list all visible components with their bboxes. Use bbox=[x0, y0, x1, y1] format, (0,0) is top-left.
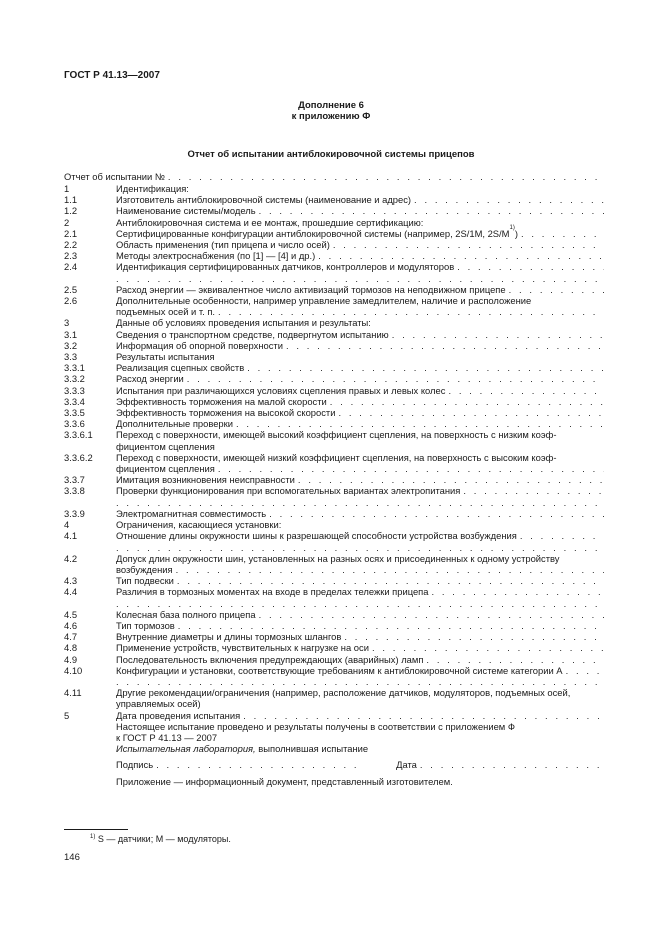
item-number: 3 bbox=[64, 317, 70, 329]
item-content bbox=[116, 485, 604, 507]
list-item bbox=[64, 474, 604, 485]
list-item bbox=[64, 183, 604, 194]
list-item bbox=[64, 485, 604, 507]
item-number: 4.4 bbox=[64, 586, 78, 598]
item-number: 2.1 bbox=[64, 227, 78, 239]
item-number: 3.2 bbox=[64, 339, 78, 351]
item-text: Методы электроснабжения (по [1] — [4] и др.) bbox=[116, 250, 316, 262]
item-number: 2 bbox=[64, 216, 70, 228]
item-text: Другие рекомендации/ограничения (например, расположение датчиков, модуляторов, подъемных осей, bbox=[116, 687, 571, 699]
item-text: Отношение длины окружности шины к разрешающей способности устройства возбуждения bbox=[116, 530, 517, 542]
dotted-continuation bbox=[116, 497, 604, 508]
item-text: Эффективность торможения на высокой скорости bbox=[116, 407, 336, 419]
dotted-leader bbox=[283, 340, 604, 351]
item-text: Область применения (тип прицепа и число осей) bbox=[116, 239, 330, 251]
item-number: 3.3 bbox=[64, 351, 78, 363]
list-item bbox=[64, 642, 604, 653]
dotted-leader bbox=[240, 710, 604, 721]
list-item bbox=[64, 317, 604, 328]
item-text: Данные об условиях проведения испытания и результаты: bbox=[116, 317, 371, 329]
item-number: 1 bbox=[64, 183, 70, 194]
item-content bbox=[116, 194, 604, 205]
item-text: Переход с поверхности, имеющей высокий коэффициент сцепления, на поверхность с низким коэф- bbox=[116, 429, 557, 441]
item-content bbox=[116, 362, 604, 373]
item-number: 4.7 bbox=[64, 631, 78, 643]
list-item bbox=[64, 508, 604, 519]
dotted-leader bbox=[389, 329, 604, 340]
item-content bbox=[116, 340, 604, 351]
item-text: Идентификация сертифицированных датчиков, контроллеров и модуляторов bbox=[116, 261, 455, 273]
dotted-leader bbox=[256, 205, 604, 216]
item-number: 1.2 bbox=[64, 205, 78, 217]
dotted-leader bbox=[315, 250, 604, 261]
item-leader-line bbox=[116, 205, 604, 216]
item-number: 4.11 bbox=[64, 687, 82, 699]
item-text-continuation: управляемых осей) bbox=[116, 698, 201, 710]
dotted-leader bbox=[341, 631, 604, 642]
dotted-leader bbox=[517, 530, 604, 541]
item-leader-line bbox=[116, 284, 604, 295]
list-item bbox=[64, 586, 604, 608]
item-leader-line bbox=[116, 224, 604, 239]
item-text: Расход энергии — эквивалентное число активизаций тормозов на неподвижном прицепе bbox=[116, 283, 506, 295]
item-content bbox=[116, 385, 604, 396]
item-leader-line bbox=[116, 620, 604, 631]
item-text: Изготовитель антиблокировочной системы (наименование и адрес) bbox=[116, 194, 412, 206]
dotted-leader bbox=[174, 575, 604, 586]
item-number: 3.3.6 bbox=[64, 418, 85, 430]
item-text-continuation: возбуждения bbox=[116, 563, 173, 575]
item-content bbox=[116, 239, 604, 250]
item-text-continuation: фициентом сцепления bbox=[116, 463, 215, 475]
item-content bbox=[116, 530, 604, 552]
item-content bbox=[116, 710, 604, 721]
item-text-continuation: подъемных осей и т. п. bbox=[116, 306, 216, 318]
list-item bbox=[64, 239, 604, 250]
item-text: Применение устройств, чувствительных к нагрузке на оси bbox=[116, 642, 369, 654]
report-title: Отчет об испытании антиблокировочной системы прицепов bbox=[187, 149, 475, 160]
dotted-leader bbox=[423, 654, 604, 665]
item-leader-line bbox=[116, 631, 604, 642]
item-number: 2.3 bbox=[64, 250, 78, 262]
item-number: 3.3.4 bbox=[64, 395, 85, 407]
item-content bbox=[116, 317, 604, 328]
item-number: 2.5 bbox=[64, 283, 78, 295]
item-number: 3.3.6.1 bbox=[64, 429, 93, 441]
item-text: Электромагнитная совместимость bbox=[116, 507, 267, 519]
item-leader-line bbox=[116, 373, 604, 384]
item-text: Переход с поверхности, имеющей низкий коэффициент сцепления, на поверхность с высоким коэф- bbox=[116, 451, 557, 463]
closing-block bbox=[116, 721, 604, 787]
item-number: 3.3.1 bbox=[64, 362, 85, 374]
test-statement: Настоящее испытание проведено и результаты получены в соответствии с приложением Ф bbox=[116, 720, 515, 732]
dotted-leader bbox=[454, 261, 604, 272]
list-item bbox=[64, 407, 604, 418]
item-content bbox=[116, 620, 604, 631]
dotted-leader bbox=[233, 418, 604, 429]
list-item bbox=[64, 205, 604, 216]
item-content bbox=[116, 586, 604, 608]
dotted-leader bbox=[369, 642, 604, 653]
item-content bbox=[116, 396, 604, 407]
item-content bbox=[116, 250, 604, 261]
item-leader-line bbox=[116, 329, 604, 340]
test-laboratory-text: выполнившая испытание bbox=[255, 743, 369, 755]
signature-line bbox=[116, 759, 604, 770]
list-item bbox=[64, 284, 604, 295]
dotted-leader bbox=[330, 239, 604, 250]
item-text: Испытания при различающихся условиях сцепления правых и левых колес bbox=[116, 384, 446, 396]
test-laboratory-line bbox=[116, 743, 604, 754]
item-leader-line bbox=[116, 609, 604, 620]
item-content bbox=[116, 553, 604, 575]
item-number: 4.10 bbox=[64, 664, 83, 676]
list-item bbox=[64, 710, 604, 721]
footnote-mark: 1) bbox=[90, 834, 96, 840]
item-content bbox=[116, 351, 604, 362]
item-text: Ограничения, касающиеся установки: bbox=[116, 519, 282, 531]
dotted-leader bbox=[215, 306, 604, 317]
item-content bbox=[116, 224, 604, 239]
item-leader-line bbox=[116, 306, 604, 317]
list-item bbox=[64, 452, 604, 474]
list-item bbox=[64, 631, 604, 642]
supplement-annex-reference: к приложению Ф bbox=[291, 111, 371, 122]
item-text: Колесная база полного прицепа bbox=[116, 608, 256, 620]
item-text: Различия в тормозных моментах на входе в пределах тележки прицепа bbox=[116, 586, 429, 598]
item-number: 4.1 bbox=[64, 530, 78, 542]
dotted-leader bbox=[184, 373, 604, 384]
item-content bbox=[116, 205, 604, 216]
item-number: 2.4 bbox=[64, 261, 78, 273]
dotted-continuation bbox=[116, 676, 604, 687]
item-leader-line bbox=[116, 508, 604, 519]
footnote-text: S — датчики; M — модуляторы. bbox=[95, 834, 231, 844]
list-item bbox=[64, 665, 604, 687]
document-code-header: ГОСТ Р 41.13—2007 bbox=[64, 70, 160, 81]
dotted-leader bbox=[411, 194, 604, 205]
list-item bbox=[64, 429, 604, 451]
item-text: Идентификация: bbox=[116, 183, 189, 194]
item-leader-line bbox=[116, 575, 604, 586]
item-content bbox=[116, 373, 604, 384]
item-number: 4.5 bbox=[64, 608, 78, 620]
item-number: 2.2 bbox=[64, 239, 78, 251]
item-content bbox=[116, 183, 604, 194]
dotted-leader bbox=[445, 385, 604, 396]
item-content bbox=[116, 631, 604, 642]
list-item bbox=[64, 385, 604, 396]
item-leader-line bbox=[116, 654, 604, 665]
item-content bbox=[116, 654, 604, 665]
dotted-leader bbox=[295, 474, 604, 485]
dotted-leader bbox=[563, 665, 604, 676]
item-leader-line bbox=[116, 564, 604, 575]
item-text: Последовательность включения предупреждающих (аварийных) ламп bbox=[116, 653, 424, 665]
item-leader-line bbox=[116, 261, 604, 272]
dotted-leader bbox=[460, 485, 604, 496]
item-text: Результаты испытания bbox=[116, 351, 215, 363]
dotted-leader bbox=[165, 171, 600, 182]
signature-dotted-field bbox=[153, 759, 356, 770]
item-leader-line bbox=[116, 485, 604, 496]
report-number-line bbox=[64, 171, 600, 182]
annex-note: Приложение — информационный документ, представленный изготовителем. bbox=[116, 775, 453, 787]
item-text-continuation: фициентом сцепления bbox=[116, 440, 215, 452]
item-content bbox=[116, 407, 604, 418]
item-text: Дополнительные проверки bbox=[116, 418, 233, 430]
item-text: Дополнительные особенности, например управление замедлителем, наличие и расположение bbox=[116, 295, 532, 307]
list-item bbox=[64, 553, 604, 575]
item-leader-line bbox=[116, 530, 604, 541]
item-text: Эффективность торможения на малой скорости bbox=[116, 395, 327, 407]
dotted-leader bbox=[215, 463, 604, 474]
list-item bbox=[64, 418, 604, 429]
dotted-leader bbox=[173, 564, 604, 575]
item-leader-line bbox=[116, 194, 604, 205]
item-number: 4.8 bbox=[64, 642, 78, 654]
list-item bbox=[64, 609, 604, 620]
list-item bbox=[64, 530, 604, 552]
list-item bbox=[64, 295, 604, 317]
dotted-leader bbox=[256, 609, 604, 620]
item-number: 3.3.3 bbox=[64, 384, 85, 396]
item-content bbox=[116, 418, 604, 429]
item-leader-line bbox=[116, 418, 604, 429]
report-items bbox=[64, 183, 604, 787]
item-text: Допуск длин окружности шин, установленных на разных осях и присоединенных к одному устройству bbox=[116, 552, 560, 564]
list-item bbox=[64, 519, 604, 530]
item-text: Сведения о транспортном средстве, подвергнутом испытанию bbox=[116, 328, 389, 340]
item-content bbox=[116, 665, 604, 687]
item-leader-line bbox=[116, 239, 604, 250]
item-leader-line bbox=[116, 385, 604, 396]
item-text: Наименование системы/модель bbox=[116, 205, 256, 217]
list-item bbox=[64, 340, 604, 351]
item-number: 3.3.5 bbox=[64, 407, 85, 419]
test-laboratory-label: Испытательная лаборатория, bbox=[116, 743, 256, 755]
item-text: Информация об опорной поверхности bbox=[116, 339, 283, 351]
item-number: 3.3.6.2 bbox=[64, 451, 93, 463]
item-leader-line bbox=[116, 340, 604, 351]
item-content bbox=[116, 609, 604, 620]
list-item bbox=[64, 329, 604, 340]
date-dotted-field bbox=[417, 759, 604, 770]
dotted-continuation bbox=[116, 542, 604, 553]
dotted-leader bbox=[335, 407, 604, 418]
item-text-after: ) bbox=[514, 227, 518, 239]
item-number: 4.3 bbox=[64, 575, 78, 587]
item-text: Антиблокировочная система и ее монтаж, прошедшие сертификацию: bbox=[116, 216, 424, 228]
item-content bbox=[116, 508, 604, 519]
item-number: 3.3.2 bbox=[64, 373, 85, 385]
footnote-rule bbox=[64, 829, 128, 830]
supplement-title: Дополнение 6 bbox=[298, 100, 364, 111]
dotted-leader bbox=[327, 396, 604, 407]
item-number: 5 bbox=[64, 709, 70, 721]
item-leader-line bbox=[116, 710, 604, 721]
item-leader-line bbox=[116, 362, 604, 373]
item-leader-line bbox=[116, 250, 604, 261]
list-item bbox=[64, 620, 604, 631]
item-number: 2.6 bbox=[64, 295, 78, 307]
item-leader-line bbox=[116, 665, 604, 676]
item-number: 1.1 bbox=[64, 194, 78, 206]
test-statement-continuation: к ГОСТ Р 41.13 — 2007 bbox=[116, 731, 218, 743]
item-text: Сертифицированные конфигурации антиблокировочной системы (например, 2S/1M, 2S/M bbox=[116, 227, 510, 239]
item-content bbox=[116, 261, 604, 283]
list-item bbox=[64, 217, 604, 228]
list-item bbox=[64, 575, 604, 586]
dotted-continuation bbox=[116, 598, 604, 609]
item-text: Конфигурации и установки, соответствующие требованиям к антиблокировочной системе категории А bbox=[116, 664, 563, 676]
item-leader-line bbox=[116, 396, 604, 407]
report-number-label: Отчет об испытании № bbox=[64, 171, 165, 182]
item-leader-line bbox=[116, 407, 604, 418]
date-label: Дата bbox=[396, 759, 417, 771]
dotted-leader bbox=[518, 228, 604, 239]
item-content bbox=[116, 295, 604, 317]
dotted-leader bbox=[175, 620, 604, 631]
item-number: 3.3.7 bbox=[64, 474, 85, 486]
item-content bbox=[116, 575, 604, 586]
list-item bbox=[64, 396, 604, 407]
item-leader-line bbox=[116, 474, 604, 485]
item-content bbox=[116, 519, 604, 530]
list-item bbox=[64, 224, 604, 239]
item-text: Тип тормозов bbox=[116, 619, 175, 631]
item-text: Расход энергии bbox=[116, 373, 184, 385]
item-number: 4.6 bbox=[64, 619, 78, 631]
item-content bbox=[116, 452, 604, 474]
item-number: 3.3.9 bbox=[64, 507, 85, 519]
item-number: 3.3.8 bbox=[64, 485, 85, 497]
item-content bbox=[116, 284, 604, 295]
dotted-leader bbox=[506, 284, 604, 295]
dotted-leader bbox=[244, 362, 604, 373]
list-item bbox=[64, 687, 604, 709]
dotted-continuation bbox=[116, 273, 604, 284]
item-text: Тип подвески bbox=[116, 575, 174, 587]
item-content bbox=[116, 429, 604, 451]
list-item bbox=[64, 194, 604, 205]
list-item bbox=[64, 654, 604, 665]
item-leader-line bbox=[116, 463, 604, 474]
dotted-leader bbox=[266, 508, 604, 519]
item-content bbox=[116, 642, 604, 653]
item-text: Дата проведения испытания bbox=[116, 709, 241, 721]
item-number: 4.9 bbox=[64, 653, 78, 665]
item-text: Проверки функционирования при вспомогательных вариантах электропитания bbox=[116, 485, 461, 497]
item-number: 3.1 bbox=[64, 328, 78, 340]
item-text: Внутренние диаметры и длины тормозных шлангов bbox=[116, 631, 342, 643]
item-content bbox=[116, 687, 604, 709]
footnote-reference: 1) bbox=[509, 224, 515, 231]
item-text: Имитация возникновения неисправности bbox=[116, 474, 295, 486]
list-item bbox=[64, 250, 604, 261]
page-number: 146 bbox=[64, 852, 80, 863]
item-content bbox=[116, 217, 604, 228]
item-number: 4 bbox=[64, 519, 70, 531]
item-content bbox=[116, 329, 604, 340]
list-item bbox=[64, 362, 604, 373]
item-text: Реализация сцепных свойств bbox=[116, 362, 245, 374]
list-item bbox=[64, 261, 604, 283]
list-item bbox=[64, 373, 604, 384]
item-leader-line bbox=[116, 586, 604, 597]
signature-label: Подпись bbox=[116, 759, 154, 771]
item-content bbox=[116, 474, 604, 485]
footnote bbox=[90, 834, 231, 844]
item-number: 4.2 bbox=[64, 552, 78, 564]
list-item bbox=[64, 351, 604, 362]
dotted-leader bbox=[428, 586, 604, 597]
item-leader-line bbox=[116, 642, 604, 653]
